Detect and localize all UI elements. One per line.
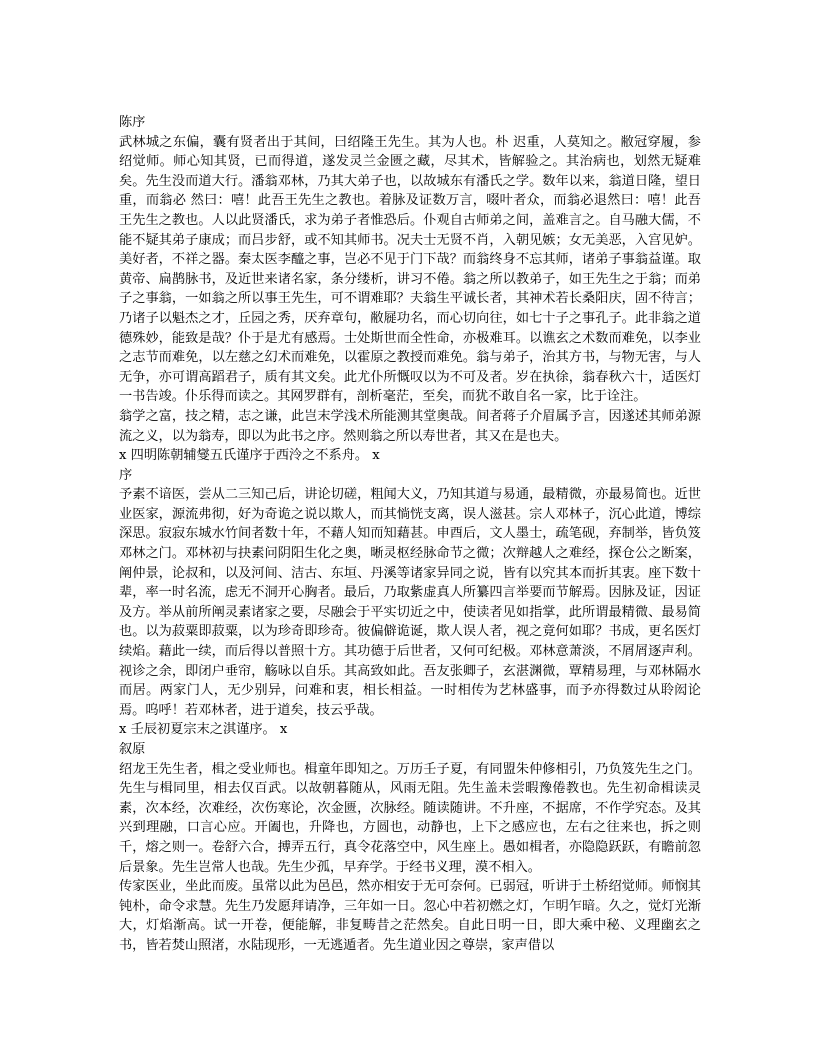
preface-xu: [119, 466, 701, 740]
section-title: 陈序: [119, 115, 146, 130]
paragraph: 传家医业，坐此而废。虽常以此为邑邑，然亦相安于无可奈何。已弱冠，听讲于土桥绍觉师。师悯其钝朴，命令求慧。先生乃发愿拜请净，三年如一日。忽心中若初燃之灯，乍明乍暗。久之，觉灯光渐大，灯焰渐高。试一开卷，便能解，非复畴昔之茫然矣。自此日明一日，即大乘中秘、义理幽玄之书，皆若焚山照渚，水陆现形，一无逃遁者。先生道业因之尊崇，家声借以: [119, 879, 701, 953]
paragraph: 予素不谙医，尝从二三知己后，讲论切磋，粗闻大义，乃知其道与易通，最精微，亦最易简也。近世业医家，源流弗彻，好为奇诡之说以欺人，而其惝恍支离，误人滋甚。宗人邓林子，沉心此道，博综深思。寂寂东城水竹间者数十年，不藉人知而知藉甚。申酉后，文人墨士，疏笔砚，弃制举，皆负笈邓林之门。邓林初与抉素问阴阳生化之奥，晰灵枢经脉命节之微；次辩越人之难经，探仓公之断案，阐仲景，论叔和，以及河间、洁古、东垣、丹溪等诸家异同之说，皆有以究其本而折其衷。座下数十辈，率一时名流，虑无不洞开心胸者。最后，乃取紫虚真人所纂四言举要而节解焉。因脉及证，因证及方。举从前所阐灵素诸家之要，尽融会于平实切近之中，使读者见如指掌，此所谓最精微、最易简也。以为菽粟即菽粟，以为珍奇即珍奇。彼偏僻诡诞，欺人误人者，视之竟何如耶？书成，更名医灯续焰。藉此一续，而后得以普照十方。其功德于后世者，又何可纪极。邓林意萧淡，不屑屑逐声利。视诊之余，即闭户垂帘，觞咏以自乐。其高致如此。吾友张卿子，玄湛渊微，覃精易理，与邓林隔水而居。两家门人，无少别异，问难和衷，相长相益。一时相传为艺林盛事，而予亦得数过从聆闳论焉。呜呼！若邓林者，进于道矣，技云乎哉。: [119, 487, 701, 718]
signature-line: x 四明陈朝辅燮五氏谨序于西泠之不系舟。 x: [119, 448, 380, 464]
section-title: 序: [119, 467, 133, 483]
signature-line: x 壬辰初夏宗末之淇谨序。 x: [119, 722, 288, 738]
paragraph: 武林城之东偏，囊有贤者出于其间，曰绍隆王先生。其为人也。朴 迟重，人莫知之。敝冠穿履，参绍觉师。师心知其贤，已而得道，遂发灵兰金匮之藏，尽其术，皆解验之。其治病也，划然无疑难矣。先生没而道大行。潘翁邓林，乃其大弟子也，以故城东有潘氏之学。数年以来，翁道日隆，望日重，而翁必 然曰：嘻！此吾王先生之教也。着脉及证数万言，啜叶者众，而翁必退然曰：嘻！此吾王先生之教也。人以此贤潘氏，求为弟子者惟恐后。仆观自古师弟之间，盖难言之。自马融大儒，不能不疑其弟子康成；而吕步舒，或不知其师书。况夫士无贤不肖，入朝见嫉；女无美恶，入宫见妒。美好者，不祥之器。秦太医李醯之事，岂必不见于门下哉？而翁终身不忘其师，诸弟子事翁益谨。取黄帝、扁鹊脉书，及近世来诸名家，条分缕析，讲习不倦。翁之所以教弟子，如王先生之于翁；而弟子之事翁，一如翁之所以事王先生，可不谓难耶？夫翁生平诚长者，其神术若长桑阳庆，固不待言；乃诸子以魁杰之才，丘园之秀，厌弃章句，敝屣功名，而心切向往，如七十子之事孔子。此非翁之道德殊妙，能致是哉？仆于是尤有感焉。士处斯世而全性命，亦极难耳。以谯玄之术数而难免，以李业之志节而难免，以左慈之幻术而难免，以霍原之教授而难免。翁与弟子，治其方书，与物无害，与人无争，亦可谓高蹈君子，质有其文矣。此尤仆所慨叹以为不可及者。岁在执徐，翁春秋六十，适医灯一书告竣。仆乐得而读之。其网罗群有，剖析毫茫，至矣，而犹不敢自名一家，比于诠注。: [119, 134, 701, 405]
preface-chen: [119, 113, 701, 466]
paragraph: 绍龙王先生者，楫之受业师也。楫童年即知之。万历壬子夏，有同盟朱仲修相引，乃负笈先生之门。先生与楫同里，相去仅百武。以故朝暮随从，风雨无阻。先生盖未尝暇豫倦教也。先生初命楫读灵素，次本经，次难经，次伤寒论，次金匮，次脉经。随读随讲。不升座，不据席，不作学究态。及其兴到理融，口言心应。开阖也，升降也，方圆也，动静也，上下之感应也，左右之往来也，拆之则千，熔之则一。卷舒六合，搏弄五行，真令花落空中，风生座上。愚如楫者，亦隐隐跃跃，有瞻前忽后景象。先生岂常人也哉。先生少孤，早弃学。于经书义理，漠不相入。: [119, 761, 701, 875]
paragraph: 翁学之富，技之精，志之谦，此岂末学浅术所能测其堂奥哉。间者蒋子介眉属予言，因遂述其师弟源流之义，以为翁寿，即以为此书之序。然则翁之所以寿世者，其又在是也夫。: [119, 408, 701, 444]
section-title: 叙原: [119, 742, 146, 757]
preface-xuyuan: [119, 740, 701, 956]
document-page: [119, 113, 701, 956]
